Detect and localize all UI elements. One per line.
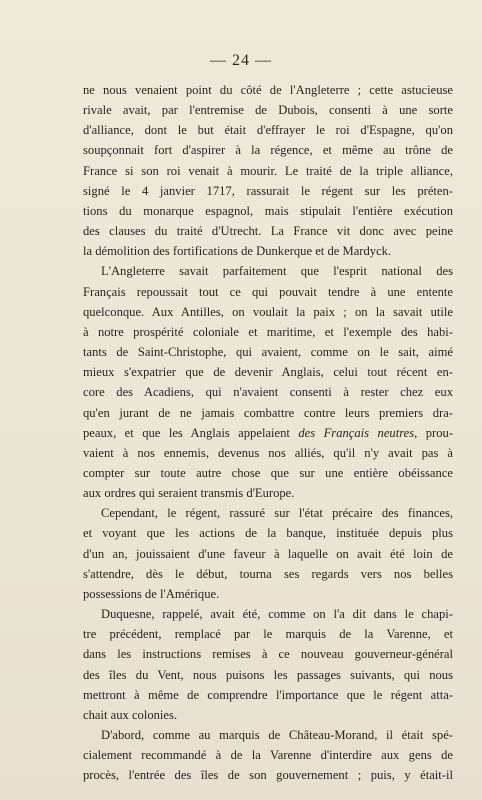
text-line bbox=[83, 423, 453, 443]
text-line: ne nous venaient point du côté de l'Angleterre ; cette astucieuse bbox=[83, 83, 453, 97]
text-line: France si son roi venait à mourir. Le traité de la triple alliance, bbox=[83, 163, 453, 178]
text-line: aux ordres qui seraient transmis d'Europe. bbox=[83, 486, 295, 501]
text-line: quelconque. Aux Antilles, on voulait la paix ; on la savait utile bbox=[83, 304, 453, 319]
text-line: D'abord, comme au marquis de Château-Morand, il était spé- bbox=[101, 728, 453, 742]
text-line: Duquesne, rappelé, avait été, comme on l'a dit dans le chapi- bbox=[101, 607, 453, 622]
text-line: et voyant que les actions de la banque, instituée depuis plus bbox=[83, 526, 453, 541]
text-line: d'un an, jouissaient d'une faveur à laquelle on avait été loin de bbox=[83, 546, 453, 561]
page-number: — 24 — bbox=[210, 52, 272, 69]
text-line: dans les instructions remises à ce nouveau gouverneur-général bbox=[83, 647, 453, 662]
body-text bbox=[83, 80, 453, 785]
paragraph bbox=[83, 261, 453, 503]
text-line: core des Acadiens, qui n'avaient consenti à rester chez eux bbox=[83, 385, 453, 400]
text-line: qu'en jurant de ne jamais combattre contre leurs premiers dra- bbox=[83, 405, 453, 420]
text-line: des îles du Vent, nous puisons les passages suivants, qui nous bbox=[83, 667, 453, 682]
paragraph bbox=[83, 604, 453, 725]
text-line: s'attendre, dès le début, tourna ses regards vers nos belles bbox=[83, 566, 453, 581]
paragraph bbox=[83, 80, 453, 261]
text-line: soupçonnait fort d'aspirer à la régence, et même au trône de bbox=[83, 143, 453, 158]
text-line: chait aux colonies. bbox=[83, 707, 178, 722]
text-line: mettront à même de comprendre l'importance que le régent atta- bbox=[83, 687, 453, 702]
text-line: tants de Saint-Christophe, qui avaient, comme on le sait, aimé bbox=[83, 345, 453, 360]
text-line: à notre prospérité coloniale et maritime, et l'exemple des habi- bbox=[83, 324, 453, 339]
text-line: cialement recommandé à de la Varenne d'interdire aux gens de bbox=[83, 748, 453, 763]
text-line: la démolition des fortifications de Dunkerque et de Mardyck. bbox=[83, 244, 392, 259]
text-line: tions du monarque espagnol, mais stipulait l'entière exécution bbox=[83, 203, 453, 218]
text-line: tre précédent, remplacé par le marquis de la Varenne, et bbox=[83, 627, 453, 642]
text-line: vaient à nos ennemis, devenus nos alliés, qu'il n'y avait pas à bbox=[83, 445, 453, 460]
paragraph bbox=[83, 503, 453, 604]
text-line: Cependant, le régent, rassuré sur l'état précaire des finances, bbox=[101, 506, 453, 521]
text-line: compter sur toute autre chose que sur une entière obéissance bbox=[83, 465, 453, 480]
text-line: d'alliance, dont le but était d'effrayer le roi d'Espagne, qu'on bbox=[83, 123, 453, 138]
text-segment: , prou- bbox=[414, 425, 454, 440]
text-line: possessions de l'Amérique. bbox=[83, 586, 220, 601]
text-line: rivale avait, par l'entremise de Dubois, consenti à une sorte bbox=[83, 103, 453, 118]
text-line: L'Angleterre savait parfaitement que l'esprit national des bbox=[101, 264, 453, 279]
text-line: Français repoussait tout ce qui pouvait tendre à une entente bbox=[83, 284, 453, 299]
text-segment: peaux, et que les Anglais appelaient bbox=[83, 425, 299, 440]
paragraph bbox=[83, 725, 453, 785]
text-line: des clauses du traité d'Utrecht. La France vit donc avec peine bbox=[83, 224, 453, 239]
text-line: procès, l'entrée des îles de son gouvernement ; puis, y était-il bbox=[83, 768, 453, 783]
text-line: signé le 4 janvier 1717, rassurait le régent sur les préten- bbox=[83, 183, 453, 198]
italic-phrase: des Français neutres bbox=[298, 425, 415, 440]
text-line: mieux s'expatrier que de devenir Anglais, celui tout récent en- bbox=[83, 365, 453, 380]
